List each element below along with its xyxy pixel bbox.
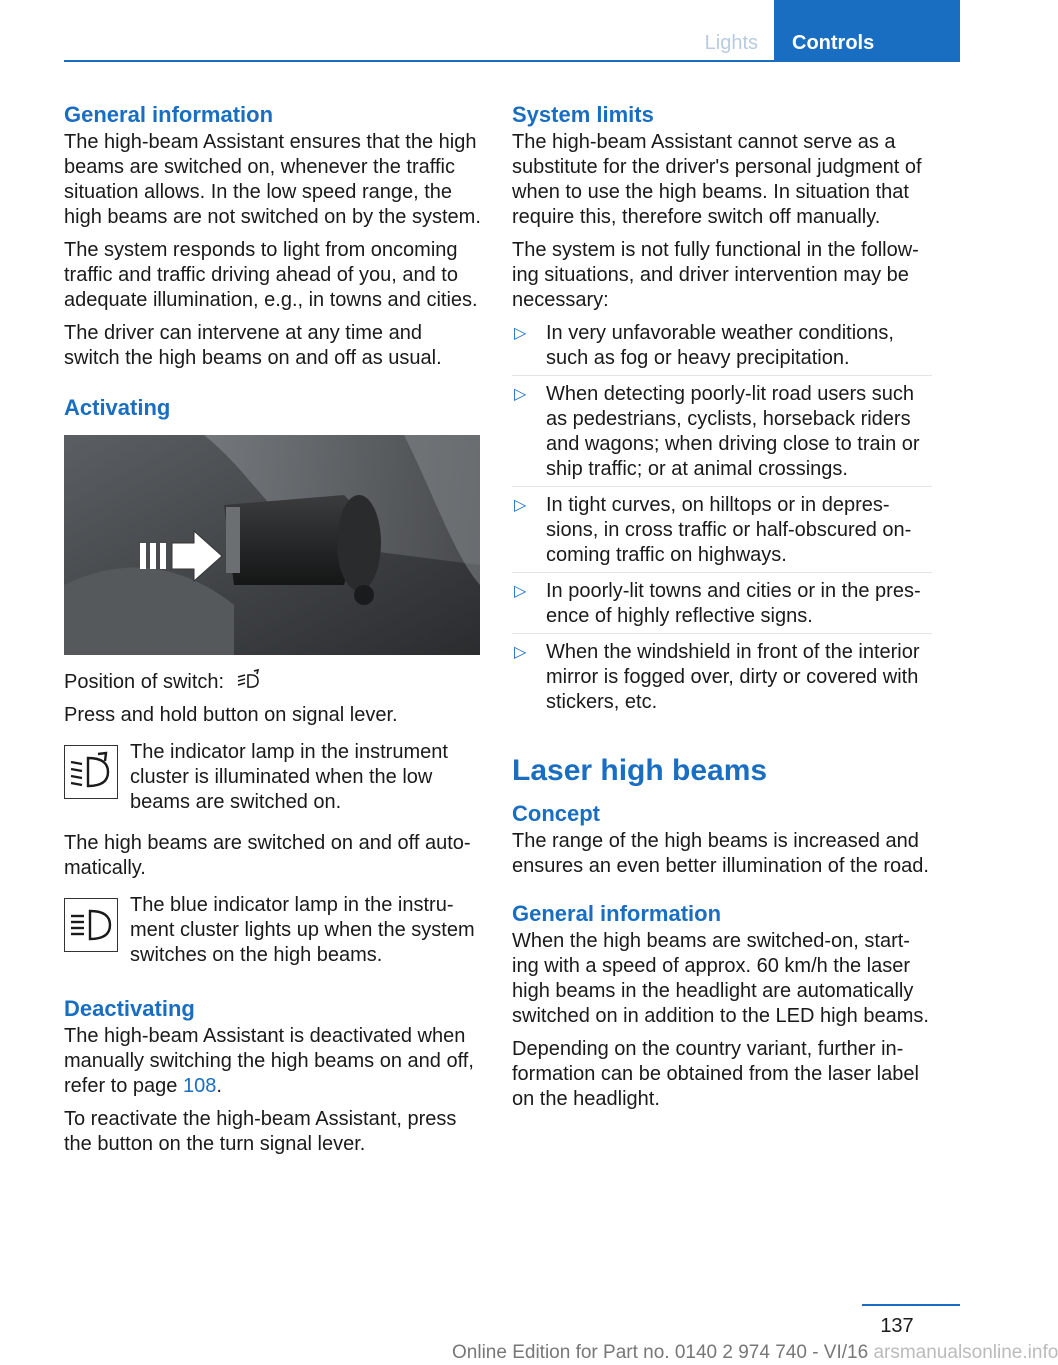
concept-heading: Concept <box>512 801 600 826</box>
left-column <box>64 100 482 1165</box>
high-beam-indicator-icon <box>64 898 118 952</box>
page-header <box>687 0 960 60</box>
edition-text: Online Edition for Part no. 0140 2 974 740 - VI/16 <box>452 1342 869 1363</box>
signal-lever-image <box>64 435 480 655</box>
header-rule <box>64 60 960 62</box>
page-number: 137 <box>880 1315 914 1337</box>
triangle-bullet-icon: ▷ <box>514 497 527 514</box>
auto-switch-text: The high beams are switched on and off auto-matically. <box>64 832 471 879</box>
limits-paragraph-2: The system is not fully functional in the follow-ing situations, and driver intervention may be necessary: <box>512 239 919 311</box>
laser-paragraph-1: When the high beams are switched-on, start-ing with a speed of approx. 60 km/h the laser high beams in the headlight are automatically switched on in addition to the LED high beams. <box>512 930 929 1027</box>
footer-rule <box>862 1304 960 1306</box>
indicator-low-beam-text: The indicator lamp in the instrument cluster is illuminated when the low beams are switched on. <box>130 741 448 813</box>
position-label: Position of switch: <box>64 671 225 693</box>
indicator-high-beam-text: The blue indicator lamp in the instru-ment cluster lights up when the system switches on the high beams. <box>130 894 475 966</box>
general-paragraph-3: The driver can intervene at any time and switch the high beams on and off as usual. <box>64 322 442 369</box>
triangle-bullet-icon: ▷ <box>514 644 527 661</box>
indicator-low-beam-block <box>64 740 482 815</box>
list-item: ▷ When detecting poorly-lit road users such as pedestrians, cyclists, horseback riders and wagons; when driving close to train or ship traffic; or at animal crossings. <box>512 382 932 487</box>
watermark: arsmanualsonline.info <box>873 1342 1058 1363</box>
header-section-tab[interactable]: Lights <box>704 32 758 54</box>
laser-high-beams-heading: Laser high beams <box>512 754 768 787</box>
deactivating-heading: Deactivating <box>64 996 195 1021</box>
low-beam-assist-indicator-icon <box>64 745 118 799</box>
concept-paragraph: The range of the high beams is increased and ensures an even better illumination of the road. <box>512 830 929 877</box>
deactivating-paragraph-1: The high-beam Assistant is deactivated when manually switching the high beams on and off, refer to page 108. <box>64 1025 474 1097</box>
triangle-bullet-icon: ▷ <box>514 386 527 403</box>
header-chapter-tab[interactable]: Controls <box>774 0 960 60</box>
deactivating-paragraph-2: To reactivate the high-beam Assistant, press the button on the turn signal lever. <box>64 1108 457 1155</box>
press-instruction: Press and hold button on signal lever. <box>64 704 398 726</box>
triangle-bullet-icon: ▷ <box>514 583 527 600</box>
triangle-bullet-icon: ▷ <box>514 325 527 342</box>
position-line <box>64 669 482 695</box>
activating-heading: Activating <box>64 395 171 420</box>
general-paragraph-2: The system responds to light from oncoming traffic and traffic driving ahead of you, and to adequate illumination, e.g., in towns and cities. <box>64 239 478 311</box>
list-item: ▷ In poorly-lit towns and cities or in the pres-ence of highly reflective signs. <box>512 579 932 634</box>
system-limits-heading: System limits <box>512 102 654 127</box>
page-108-link[interactable]: 108 <box>182 1075 217 1097</box>
general-heading: General information <box>64 102 274 127</box>
signal-lever-illustration <box>64 435 480 655</box>
limits-paragraph-1: The high-beam Assistant cannot serve as a substitute for the driver's personal judgment of when to use the high beams. In situation that require this, therefore switch off manually. <box>512 131 922 228</box>
right-column <box>512 100 932 1120</box>
list-item: ▷ When the windshield in front of the interior mirror is fogged over, dirty or covered with stickers, etc. <box>514 641 920 713</box>
laser-general-heading: General information <box>512 901 722 926</box>
limits-list <box>512 321 932 719</box>
list-item: ▷ In very unfavorable weather conditions, such as fog or heavy precipitation. <box>512 321 932 376</box>
list-item: ▷ In tight curves, on hilltops or in depres-sions, in cross traffic or half-obscured on-coming traffic on highways. <box>512 493 932 573</box>
laser-paragraph-2: Depending on the country variant, further in-formation can be obtained from the laser label on the headlight. <box>512 1038 919 1110</box>
indicator-high-beam-block <box>64 893 482 968</box>
edition-footer <box>452 1340 1058 1365</box>
high-beam-assistant-switch-icon <box>236 669 264 691</box>
general-paragraph-1: The high-beam Assistant ensures that the high beams are switched on, whenever the traffic situation allows. In the low speed range, the high beams are not switched on by the system. <box>64 131 481 228</box>
